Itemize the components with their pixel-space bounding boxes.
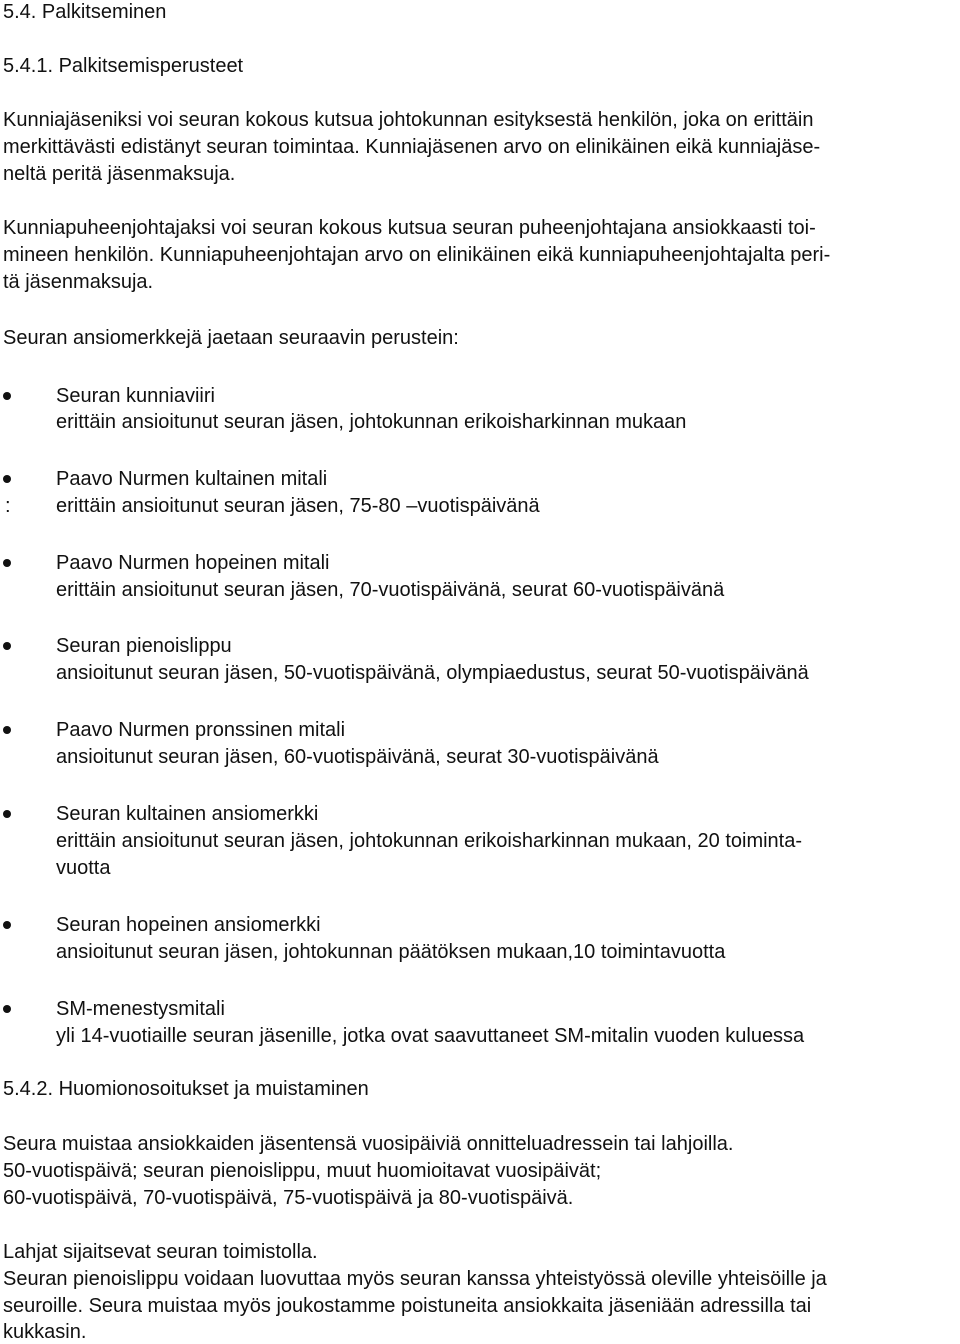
award-description: erittäin ansioitunut seuran jäsen, 75-80 –vuotispäivänä — [56, 495, 540, 517]
award-title: Seuran pienoislippu — [56, 635, 232, 657]
text-line: Kunniajäseniksi voi seuran kokous kutsua johtokunnan esityksestä henkilön, joka on erittäin — [3, 109, 814, 131]
award-description: erittäin ansioitunut seuran jäsen, johtokunnan erikoisharkinnan mukaan, 20 toiminta- — [56, 830, 803, 852]
award-title: Paavo Nurmen hopeinen mitali — [56, 552, 330, 574]
list-prefix: : — [5, 495, 11, 517]
award-title: Paavo Nurmen kultainen mitali — [56, 468, 328, 490]
text-line: Kunniapuheenjohtajaksi voi seuran kokous kutsua seuran puheenjohtajana ansiokkaasti toi- — [3, 217, 816, 239]
text-line: seuroille. Seura muistaa myös joukostamme poistuneita ansiokkaita jäseniään adressilla tai — [3, 1295, 812, 1317]
bullet-icon — [3, 921, 11, 929]
subsection-heading: 5.4.2. Huomionosoitukset ja muistaminen — [3, 1078, 369, 1100]
bullet-icon — [3, 810, 11, 818]
text-line: 60-vuotispäivä, 70-vuotispäivä, 75-vuotispäivä ja 80-vuotispäivä. — [3, 1187, 574, 1209]
award-title: SM-menestysmitali — [56, 998, 225, 1020]
award-description: erittäin ansioitunut seuran jäsen, 70-vuotispäivänä, seurat 60-vuotispäivänä — [56, 579, 725, 601]
section-heading: 5.4. Palkitseminen — [3, 1, 167, 23]
text-line: tä jäsenmaksuja. — [3, 271, 154, 293]
bullet-icon — [3, 1005, 11, 1013]
text-line: merkittävästi edistänyt seuran toimintaa. Kunniajäsenen arvo on elinikäinen eikä kunniajäse- — [3, 136, 821, 158]
text-line: 50-vuotispäivä; seuran pienoislippu, muut huomioitavat vuosipäivät; — [3, 1160, 602, 1182]
award-description: ansioitunut seuran jäsen, 50-vuotispäivänä, olympiaedustus, seurat 50-vuotispäivänä — [56, 662, 809, 684]
text-line: Lahjat sijaitsevat seuran toimistolla. — [3, 1241, 318, 1263]
text-line: Seura muistaa ansiokkaiden jäsentensä vuosipäiviä onnitteluadressein tai lahjoilla. — [3, 1133, 734, 1155]
awards-intro: Seuran ansiomerkkejä jaetaan seuraavin perustein: — [3, 327, 459, 349]
text-line: neltä peritä jäsenmaksuja. — [3, 163, 236, 185]
bullet-icon — [3, 559, 11, 567]
subsection-heading: 5.4.1. Palkitsemisperusteet — [3, 55, 244, 77]
text-line: kukkasin. — [3, 1321, 87, 1343]
award-title: Paavo Nurmen pronssinen mitali — [56, 719, 346, 741]
bullet-icon — [3, 642, 11, 650]
text-line: mineen henkilön. Kunniapuheenjohtajan arvo on elinikäinen eikä kunniapuheenjohtajalta peri- — [3, 244, 831, 266]
award-description: vuotta — [56, 857, 111, 879]
award-description: erittäin ansioitunut seuran jäsen, johtokunnan erikoisharkinnan mukaan — [56, 411, 687, 433]
award-description: yli 14-vuotiaille seuran jäsenille, jotka ovat saavuttaneet SM-mitalin vuoden kuluessa — [56, 1025, 805, 1047]
award-title: Seuran kultainen ansiomerkki — [56, 803, 319, 825]
award-title: Seuran kunniaviiri — [56, 385, 215, 407]
award-description: ansioitunut seuran jäsen, johtokunnan päätöksen mukaan,10 toimintavuotta — [56, 941, 726, 963]
award-description: ansioitunut seuran jäsen, 60-vuotispäivänä, seurat 30-vuotispäivänä — [56, 746, 659, 768]
text-line: Seuran pienoislippu voidaan luovuttaa myös seuran kanssa yhteistyössä oleville yhteisöille ja — [3, 1268, 827, 1290]
bullet-icon — [3, 726, 11, 734]
bullet-icon — [3, 475, 11, 483]
award-title: Seuran hopeinen ansiomerkki — [56, 914, 321, 936]
bullet-icon — [3, 392, 11, 400]
